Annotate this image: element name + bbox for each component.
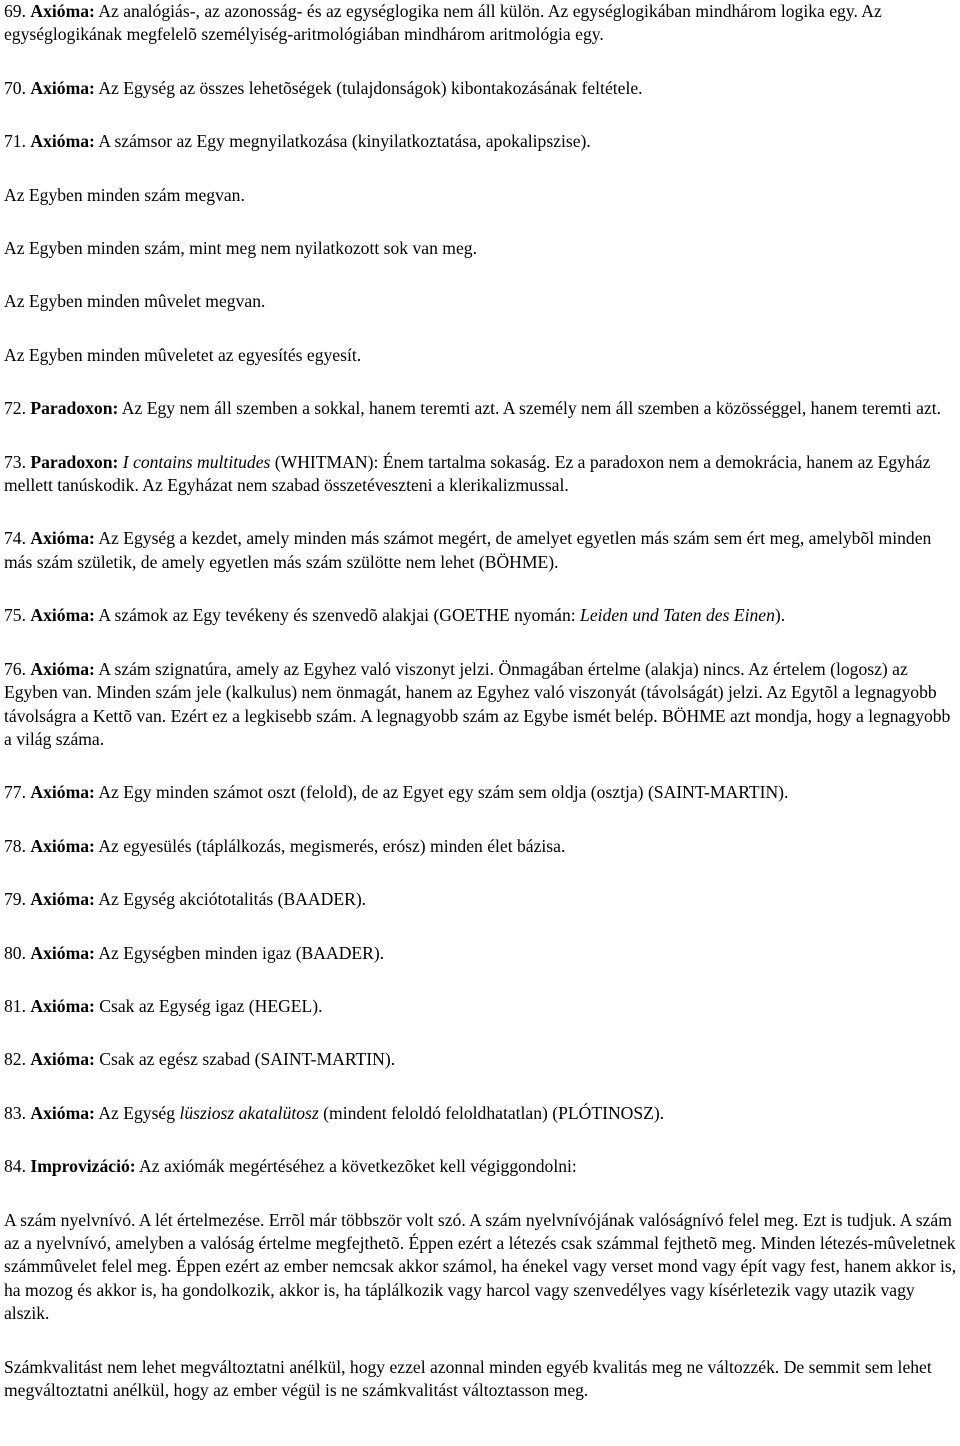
paragraph-text: Az axiómák megértéséhez a következõket kell végiggondolni: xyxy=(135,1156,577,1177)
paragraph-statement-2 xyxy=(4,237,960,260)
paragraph-text: A számsor az Egy megnyilatkozása (kinyilatkoztatása, apokalipszise). xyxy=(94,131,591,152)
italic-term: lüsziosz akatalütosz xyxy=(179,1102,319,1123)
paragraph-number: 79. xyxy=(4,889,31,910)
italic-title: Leiden und Taten des Einen xyxy=(580,605,775,626)
improvisation-label: Improvizáció: xyxy=(30,1156,136,1177)
paragraph-number: 73. xyxy=(4,451,31,472)
axiom-label: Axióma: xyxy=(30,131,95,152)
paragraph-text: Az Egység xyxy=(94,1102,180,1123)
document-body xyxy=(4,0,960,1402)
paragraph-axiom-79 xyxy=(4,888,960,911)
paragraph-text: Az Egyben minden mûvelet megvan. xyxy=(4,291,266,312)
paragraph-number: 74. xyxy=(4,528,31,549)
paragraph-text: Az Egyben minden mûveletet az egyesítés egyesít. xyxy=(4,344,362,365)
paragraph-text: Az Egység akciótotalitás (BAADER). xyxy=(94,889,367,910)
paragraph-statement-4 xyxy=(4,344,960,367)
paragraph-axiom-74 xyxy=(4,527,960,574)
paragraph-text: Az egyesülés (táplálkozás, megismerés, erósz) minden élet bázisa. xyxy=(94,835,566,856)
paragraph-number: 78. xyxy=(4,835,31,856)
paragraph-axiom-70 xyxy=(4,77,960,100)
axiom-label: Axióma: xyxy=(30,77,95,98)
paragraph-text: Csak az Egység igaz (HEGEL). xyxy=(94,995,323,1016)
axiom-label: Axióma: xyxy=(30,605,95,626)
italic-quote: I contains multitudes xyxy=(122,451,271,472)
paragraph-number: 71. xyxy=(4,131,31,152)
paragraph-text: A számok az Egy tevékeny és szenvedõ alakjai (GOETHE nyomán: xyxy=(94,605,581,626)
axiom-label: Axióma: xyxy=(30,658,95,679)
paragraph-text: Számkvalitást nem lehet megváltoztatni anélkül, hogy ezzel azonnal minden egyéb kvalitás meg ne változzék. De semmit sem lehet megváltoztatni anélkül, hogy az ember végül is ne számkvalitást változtasson meg. xyxy=(4,1356,932,1400)
paragraph-number: 69. xyxy=(4,1,31,21)
paragraph-number-quality xyxy=(4,1356,960,1403)
axiom-label: Axióma: xyxy=(30,1102,95,1123)
paragraph-axiom-69 xyxy=(4,0,960,47)
paragraph-number: 81. xyxy=(4,995,31,1016)
paragraph-number: 70. xyxy=(4,77,31,98)
paragraph-text: (mindent feloldó feloldhatatlan) (PLÓTINOSZ). xyxy=(318,1102,665,1123)
paragraph-number: 83. xyxy=(4,1102,31,1123)
paragraph-statement-3 xyxy=(4,290,960,313)
paragraph-axiom-81 xyxy=(4,995,960,1018)
paragraph-text: Az analógiás-, az azonosság- és az egységlogika nem áll külön. Az egységlogikában mindhárom logika egy. Az egységlogikának megfelelõ személyiség-aritmológiában mindhárom aritmológia egy. xyxy=(4,1,882,45)
paragraph-text: Az Egy minden számot oszt (felold), de az Egyet egy szám sem oldja (osztja) (SAINT-MARTIN). xyxy=(94,782,789,803)
axiom-label: Axióma: xyxy=(30,1049,95,1070)
paragraph-text: A szám szignatúra, amely az Egyhez való viszonyt jelzi. Önmagában értelme (alakja) nincs. Az értelem (logosz) az Egyben van. Minden szám jele (kalkulus) nem önmagát, hanem az Egyhez való viszonyát (távolságát) jelzi. Az Egytõl a legnagyobb távolságra a Kettõ van. Ezért ez a legkisebb szám. A legnagyobb szám az Egybe ismét belép. BÖHME azt mondja, hogy a legnagyobb a világ száma. xyxy=(4,658,951,749)
paragraph-improvisation-84 xyxy=(4,1155,960,1178)
paragraph-statement-1 xyxy=(4,184,960,207)
paragraph-number: 77. xyxy=(4,782,31,803)
paragraph-text: (WHITMAN): Énem tartalma sokaság. Ez a paradoxon nem a demokrácia, hanem az Egyház mellett tanúskodik. Az Egyházat nem szabad összetéveszteni a klerikalizmussal. xyxy=(4,451,931,496)
paragraph-axiom-80 xyxy=(4,942,960,965)
axiom-label: Axióma: xyxy=(30,782,95,803)
paragraph-text: ). xyxy=(774,605,786,626)
paragraph-axiom-82 xyxy=(4,1048,960,1071)
paragraph-axiom-78 xyxy=(4,835,960,858)
paragraph-number: 80. xyxy=(4,942,31,963)
paragraph-text: Az Egy nem áll szemben a sokkal, hanem teremti azt. A személy nem áll szemben a közösséggel, hanem teremti azt. xyxy=(118,398,942,419)
axiom-label: Axióma: xyxy=(30,942,95,963)
paradox-label: Paradoxon: xyxy=(30,451,119,472)
paragraph-number-language-level xyxy=(4,1209,960,1326)
axiom-label: Axióma: xyxy=(30,1,95,21)
axiom-label: Axióma: xyxy=(30,835,95,856)
paragraph-axiom-77 xyxy=(4,781,960,804)
paragraph-text: Az Egységben minden igaz (BAADER). xyxy=(94,942,385,963)
paragraph-number: 82. xyxy=(4,1049,31,1070)
paragraph-axiom-75 xyxy=(4,604,960,627)
axiom-label: Axióma: xyxy=(30,995,95,1016)
paragraph-text: Csak az egész szabad (SAINT-MARTIN). xyxy=(94,1049,396,1070)
paragraph-text: Az Egyben minden szám, mint meg nem nyilatkozott sok van meg. xyxy=(4,238,477,259)
paragraph-text: Az Egység az összes lehetõségek (tulajdonságok) kibontakozásának feltétele. xyxy=(94,77,643,98)
paragraph-number: 72. xyxy=(4,398,31,419)
paragraph-number: 84. xyxy=(4,1156,31,1177)
axiom-label: Axióma: xyxy=(30,889,95,910)
paragraph-number: 76. xyxy=(4,658,31,679)
paragraph-text: A szám nyelvnívó. A lét értelmezése. Errõl már többször volt szó. A szám nyelvnívójának valóságnívó felel meg. Ezt is tudjuk. A szám az a nyelvnívó, amelyben a valóság értelme megfejthetõ. Éppen ezért a létezés csak számmal fejthetõ meg. Minden létezés-mûveletnek számmûvelet felel meg. Éppen ezért az ember nemcsak akkor számol, ha énekel vagy verset mond vagy épít vagy fest, hanem akkor is, ha mozog és akkor is, ha gondolkozik, akkor is, ha táplálkozik vagy harcol vagy szenvedélyes vagy kísérletezik vagy utazik vagy alszik. xyxy=(4,1209,957,1324)
paragraph-paradox-72 xyxy=(4,397,960,420)
paragraph-text: Az Egyben minden szám megvan. xyxy=(4,184,245,205)
paradox-label: Paradoxon: xyxy=(30,398,119,419)
axiom-label: Axióma: xyxy=(30,528,95,549)
paragraph-paradox-73 xyxy=(4,451,960,498)
paragraph-axiom-76 xyxy=(4,658,960,752)
paragraph-axiom-83 xyxy=(4,1102,960,1125)
paragraph-number: 75. xyxy=(4,605,31,626)
paragraph-text: Az Egység a kezdet, amely minden más számot megért, de amelyet egyetlen más szám sem ért meg, amelybõl minden más szám születik, de amely egyetlen más szám szülötte nem lehet (BÖHME). xyxy=(4,528,932,572)
paragraph-axiom-71 xyxy=(4,130,960,153)
